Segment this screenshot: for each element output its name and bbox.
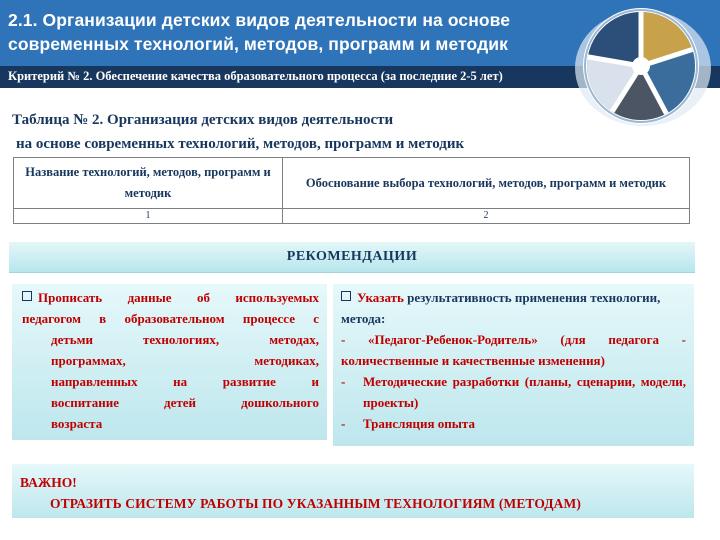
right-box-item: Трансляция опыта [363, 416, 475, 431]
checkbox-square-icon [341, 291, 351, 301]
right-box-list-item [341, 371, 686, 413]
decorative-logo-image [563, 6, 713, 126]
table-number-cell: 2 [283, 209, 690, 224]
right-box-intro: результативность применения технологии, метода: [341, 290, 661, 326]
slide-title-line1: 2.1. Организации детских видов деятельности на основе [8, 10, 511, 30]
recommendations-label: РЕКОМЕНДАЦИИ [286, 249, 418, 264]
criterion-text: Критерий № 2. Обеспечение качества образовательного процесса (за последние 2-5 лет) [8, 69, 503, 83]
table-header-cell: Обоснование выбора технологий, методов, программ и методик [283, 158, 690, 209]
list-bullet: - [341, 416, 346, 431]
list-bullet: - [341, 374, 346, 389]
left-box-line: программах, методиках, [51, 353, 319, 368]
table-number-cell: 1 [14, 209, 283, 224]
left-box-line: возраста [51, 416, 103, 431]
right-box-intro-red: Указать [357, 290, 404, 305]
important-box [12, 464, 694, 518]
table-title [12, 108, 464, 156]
right-box-item: - «Педагог-Ребенок-Родитель» (для педагога - количественные и качественные изменения) [341, 332, 686, 368]
left-box-line: воспитание детей дошкольного [51, 395, 319, 410]
left-recommendation-box [12, 284, 327, 440]
table-title-line1: Таблица № 2. Организация детских видов деятельности [12, 112, 394, 128]
checkbox-square-icon [22, 291, 32, 301]
slide-title [8, 8, 568, 56]
table-title-line2: на основе современных технологий, методов, программ и методик [16, 136, 465, 152]
table-header-cell: Название технологий, методов, программ и методик [14, 158, 283, 209]
slide-title-line2: современных технологий, методов, программ и методик [8, 34, 508, 54]
left-box-line: Прописать данные об используемых [38, 290, 319, 305]
table-header-row [14, 158, 690, 209]
right-recommendation-box [333, 284, 694, 446]
left-box-line: педагогом в образовательном процессе с [22, 311, 319, 326]
right-box-item: Методические разработки (планы, сценарии, модели, проекты) [363, 374, 686, 410]
important-title: ВАЖНО! [20, 475, 77, 490]
left-box-line: направленных на развитие и [51, 374, 319, 389]
recommendations-band [9, 242, 695, 273]
important-text: ОТРАЗИТЬ СИСТЕМУ РАБОТЫ ПО УКАЗАННЫМ ТЕХНОЛОГИЯМ (МЕТОДАМ) [50, 496, 581, 511]
table-number-row [14, 209, 690, 224]
right-box-list-item [341, 413, 686, 434]
technologies-table [13, 157, 690, 224]
left-box-line: детьми технологиях, методах, [51, 332, 319, 347]
